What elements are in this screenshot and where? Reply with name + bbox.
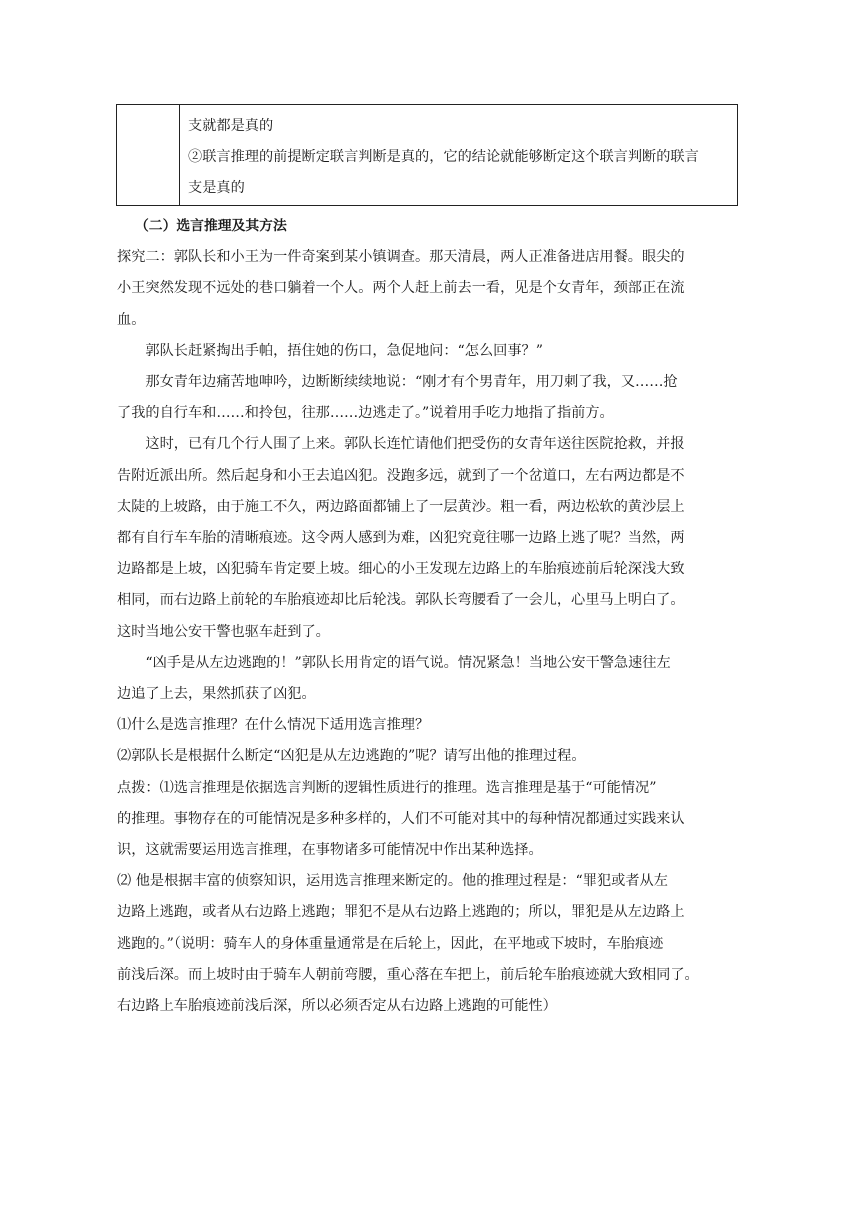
hint-paragraph-2 xyxy=(117,866,741,1022)
table-line: ②联言推理的前提断定联言判断是真的，它的结论就能够断定这个联言判断的联言 xyxy=(188,149,699,165)
continuation-table xyxy=(116,104,738,206)
explore-paragraph xyxy=(117,242,741,336)
text-line: 太陡的上坡路，由于施工不久，两边路面都铺上了一层黄沙。粗一看，两边松软的黄沙层上 xyxy=(117,498,685,515)
section-heading: （二）选言推理及其方法 xyxy=(135,218,287,234)
text-line: 逃跑的。”（说明：骑车人的身体重量通常是在后轮上，因此，在平地或下坡时，车胎痕迹 xyxy=(117,935,664,952)
story-paragraph-3 xyxy=(117,429,741,647)
text-line: 识，这就需要运用选言推理，在事物诸多可能情况中作出某种选择。 xyxy=(117,842,543,859)
table-right-cell xyxy=(180,105,737,205)
text-line: 的推理。事物存在的可能情况是多种多样的，人们不可能对其中的每种情况都通过实践来认 xyxy=(117,810,685,827)
table-line: 支就都是真的 xyxy=(188,118,274,134)
text-line: 小王突然发现不远处的巷口躺着一个人。两个人赶上前去一看，见是个女青年，颈部正在流 xyxy=(117,280,685,297)
text-line: 那女青年边痛苦地呻吟，边断断续续地说：“刚才有个男青年，用刀刺了我，又……抢 xyxy=(145,374,678,391)
table-left-cell xyxy=(117,105,180,205)
text-line: 边追了上去，果然抓获了凶犯。 xyxy=(117,686,316,703)
table-line: 支是真的 xyxy=(188,180,245,196)
text-line: 了我的自行车和……和拎包，往那……边逃走了。”说着用手吃力地指了指前方。 xyxy=(117,405,614,422)
text-line: 相同，而右边路上前轮的车胎痕迹却比后轮浅。郭队长弯腰看了一会儿，心里马上明白了。 xyxy=(117,592,685,609)
text-line: 边路上逃跑，或者从右边路上逃跑；罪犯不是从右边路上逃跑的；所以，罪犯是从左边路上 xyxy=(117,904,685,921)
text-line: “凶手是从左边逃跑的！”郭队长用肯定的语气说。情况紧急！当地公安干警急速往左 xyxy=(145,654,671,671)
story-paragraph-2 xyxy=(117,367,741,429)
question-1: ⑴什么是选言推理？在什么情况下适用选言推理？ xyxy=(117,717,430,734)
text-line: 血。 xyxy=(117,311,146,328)
text-line: 郭队长赶紧掏出手帕，捂住她的伤口，急促地问：“怎么回事？” xyxy=(145,342,543,359)
text-line: 告附近派出所。然后起身和小王去追凶犯。没跑多远，就到了一个岔道口，左右两边都是不 xyxy=(117,467,685,484)
text-line: 这时当地公安干警也驱车赶到了。 xyxy=(117,623,330,640)
text-line: 都有自行车车胎的清晰痕迹。这令两人感到为难，凶犯究竟往哪一边路上逃了呢？当然，两 xyxy=(117,530,685,547)
text-line: ⑵ 他是根据丰富的侦察知识，运用选言推理来断定的。他的推理过程是：“罪犯或者从左 xyxy=(117,873,668,890)
main-content xyxy=(117,211,741,1022)
text-line: 这时，已有几个行人围了上来。郭队长连忙请他们把受伤的女青年送往医院抢救，并报 xyxy=(145,436,685,453)
story-paragraph-1 xyxy=(117,336,741,367)
hint-paragraph-1 xyxy=(117,773,741,867)
question-2: ⑵郭队长是根据什么断定“凶犯是从左边逃跑的”呢？请写出他的推理过程。 xyxy=(117,748,586,765)
text-line: 点拨：⑴选言推理是依据选言判断的逻辑性质进行的推理。选言推理是基于“可能情况” xyxy=(117,779,657,796)
story-paragraph-4 xyxy=(117,648,741,710)
text-line: 右边路上车胎痕迹前浅后深，所以必须否定从右边路上逃跑的可能性） xyxy=(117,998,557,1015)
text-line: 边路都是上坡，凶犯骑车肯定要上坡。细心的小王发现左边路上的车胎痕迹前后轮深浅大致 xyxy=(117,561,685,578)
text-line: 探究二：郭队长和小王为一件奇案到某小镇调查。那天清晨，两人正准备进店用餐。眼尖的 xyxy=(117,249,685,266)
text-line: 前浅后深。而上坡时由于骑车人朝前弯腰，重心落在车把上，前后轮车胎痕迹就大致相同了。 xyxy=(117,966,699,983)
